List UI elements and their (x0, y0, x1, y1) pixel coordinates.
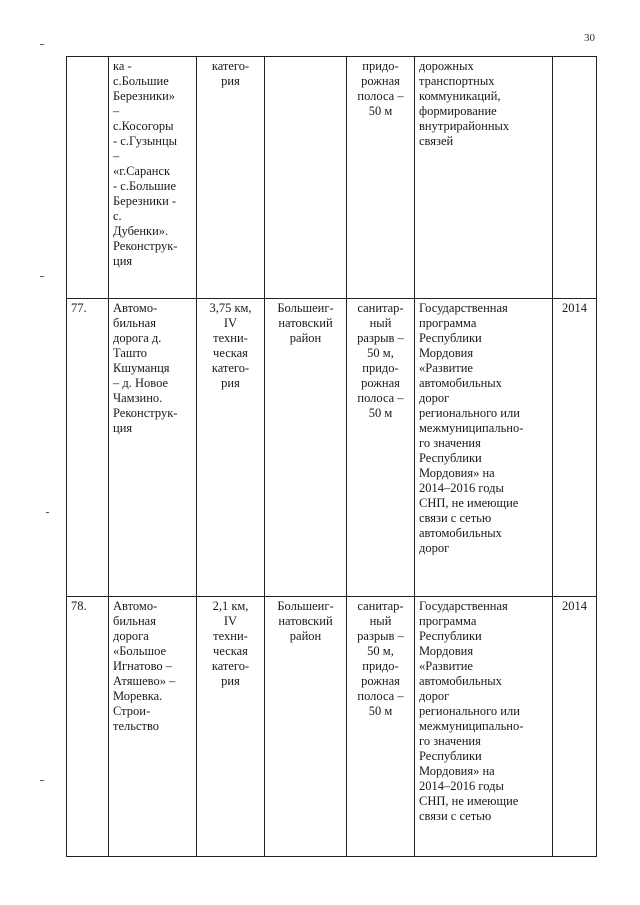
year: 2014 (553, 597, 597, 857)
page-number: 30 (584, 32, 595, 44)
district (265, 57, 347, 299)
table-row (67, 597, 597, 857)
protection-zone: санитар- ный разрыв – 50 м, придо- рожная полоса – 50 м (347, 597, 415, 857)
district: Большеиг- натовский район (265, 299, 347, 597)
object-name: ка - с.Большие Березники» – с.Косогоры - с.Гузынцы – «г.Саранск - с.Большие Березники - с. Дубенки». Реконструк- ция (109, 57, 197, 299)
year (553, 57, 597, 299)
program-basis: Государственная программа Республики Мордовия «Развитие автомобильных дорог регионального или межмуниципально- го значения Республики Мордовия» на 2014–2016 годы СНП, не имеющие связи с сетью автомобильных дорог (415, 299, 553, 597)
scan-mark (40, 276, 44, 277)
table-row (67, 57, 597, 299)
row-number (67, 57, 109, 299)
scan-mark (40, 44, 44, 45)
protection-zone: придо- рожная полоса – 50 м (347, 57, 415, 299)
scan-mark (40, 780, 44, 781)
protection-zone: санитар- ный разрыв – 50 м, придо- рожная полоса – 50 м (347, 299, 415, 597)
district: Большеиг- натовский район (265, 597, 347, 857)
object-params: 2,1 км, IV техни- ческая катего- рия (197, 597, 265, 857)
object-params: 3,75 км, IV техни- ческая катего- рия (197, 299, 265, 597)
year: 2014 (553, 299, 597, 597)
row-number: 77. (67, 299, 109, 597)
program-basis: дорожных транспортных коммуникаций, формирование внутрирайонных связей (415, 57, 553, 299)
scan-mark (46, 512, 49, 513)
row-number: 78. (67, 597, 109, 857)
object-name: Автомо- бильная дорога «Большое Игнатово – Атяшево» – Моревка. Строи- тельство (109, 597, 197, 857)
object-name: Автомо- бильная дорога д. Ташто Кшуманця – д. Новое Чамзино. Реконструк- ция (109, 299, 197, 597)
program-basis: Государственная программа Республики Мордовия «Развитие автомобильных дорог регионального или межмуниципально- го значения Республики Мордовия» на 2014–2016 годы СНП, не имеющие связи с сетью (415, 597, 553, 857)
road-projects-table (66, 56, 597, 857)
table-row (67, 299, 597, 597)
object-params: катего- рия (197, 57, 265, 299)
